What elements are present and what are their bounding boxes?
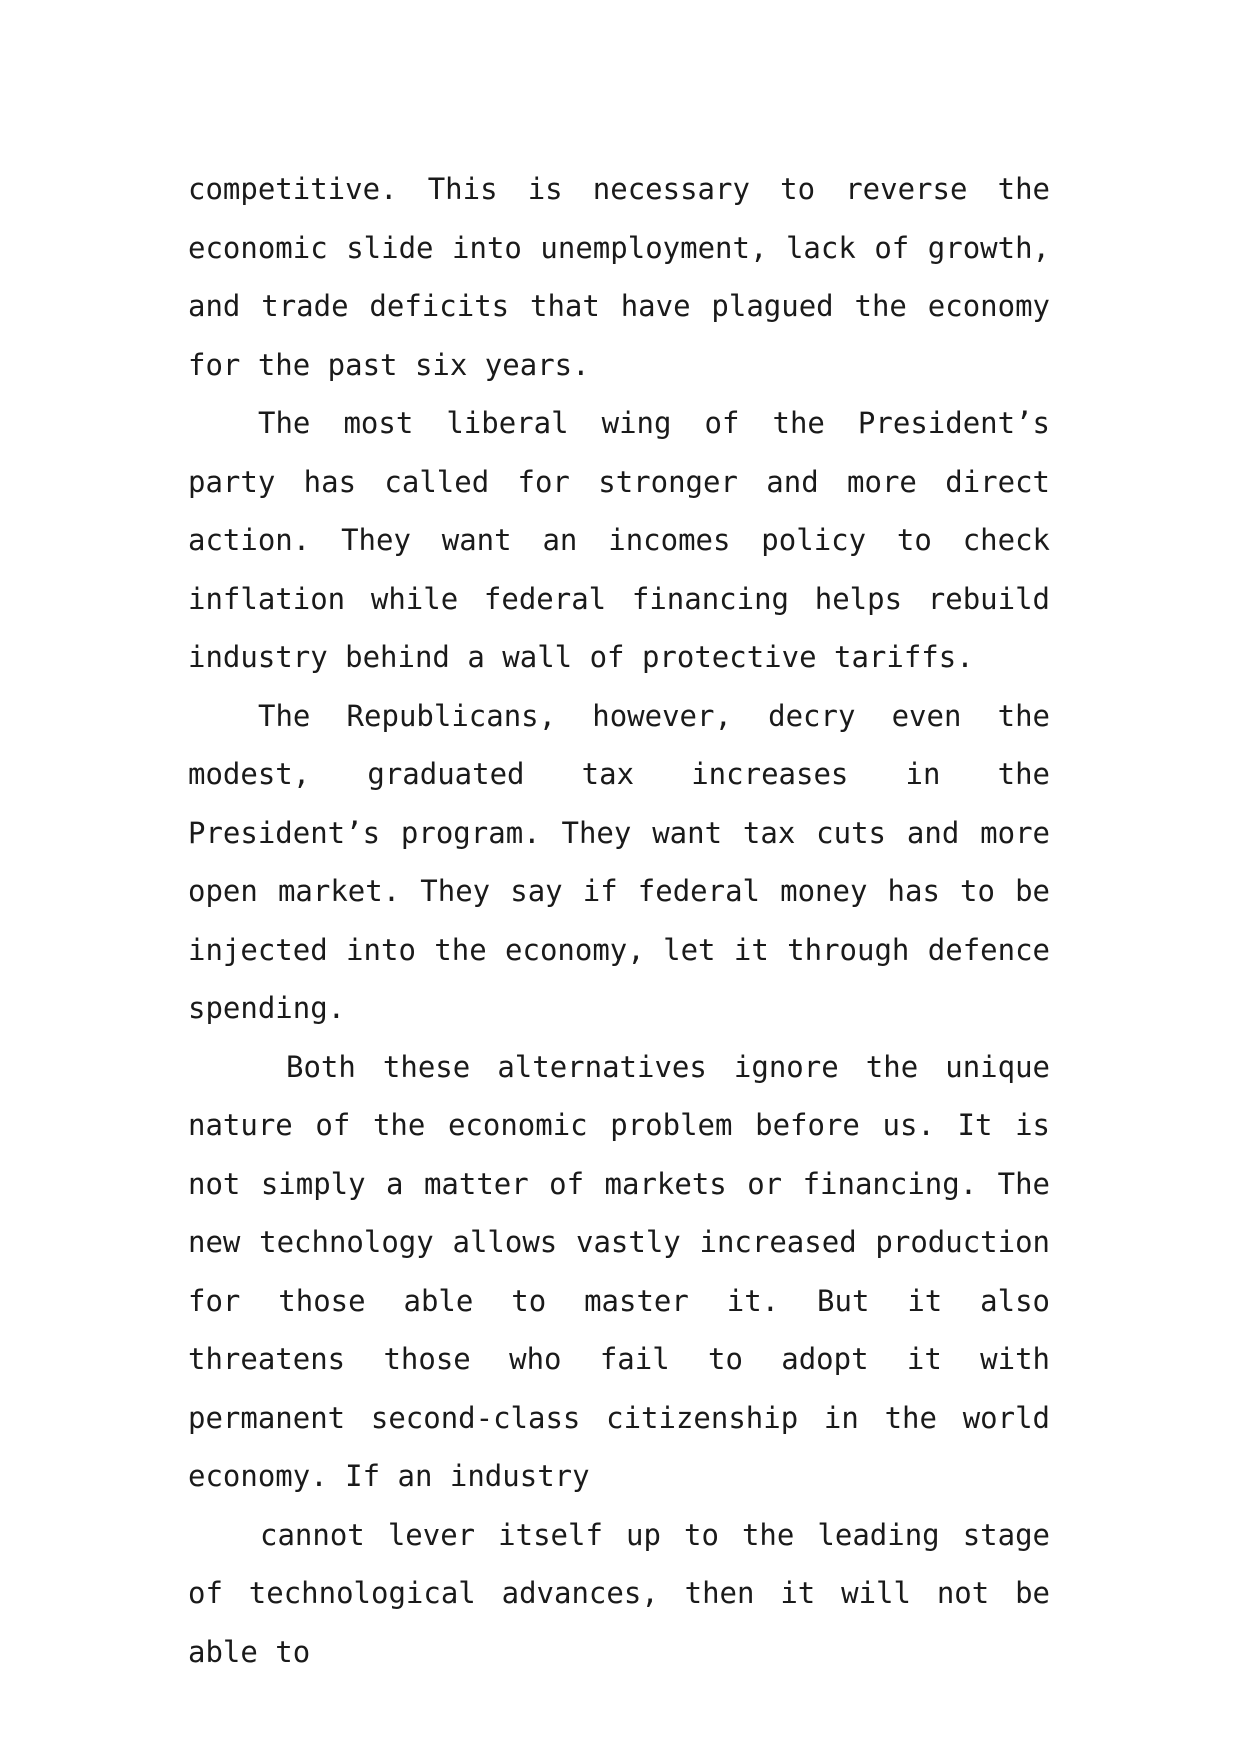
body-text bbox=[188, 160, 1050, 1681]
paragraph-3: The Republicans, however, decry even the modest, graduated tax increases in the President’s program. They want tax cuts and more open market. They say if federal money has to be injected into the economy, let it through defence spending. bbox=[188, 698, 1050, 1025]
paragraph-2: The most liberal wing of the President’s party has called for stronger and more direct action. They want an incomes policy to check inflation while federal financing helps rebuild industry behind a wall of protective tariffs. bbox=[188, 406, 1050, 674]
paragraph-1: competitive. This is necessary to reverse the economic slide into unemployment, lack of growth, and trade deficits that have plagued the economy for the past six years. bbox=[188, 172, 1050, 382]
paragraph-4: Both these alternatives ignore the unique nature of the economic problem before us. It is not simply a matter of markets or financing. The new technology allows vastly increased production for those able to master it. But it also threatens those who fail to adopt it with permanent second-class citizenship in the world economy. If an industry bbox=[188, 1049, 1050, 1493]
paragraph-5: cannot lever itself up to the leading stage of technological advances, then it will not be able to bbox=[188, 1517, 1050, 1669]
